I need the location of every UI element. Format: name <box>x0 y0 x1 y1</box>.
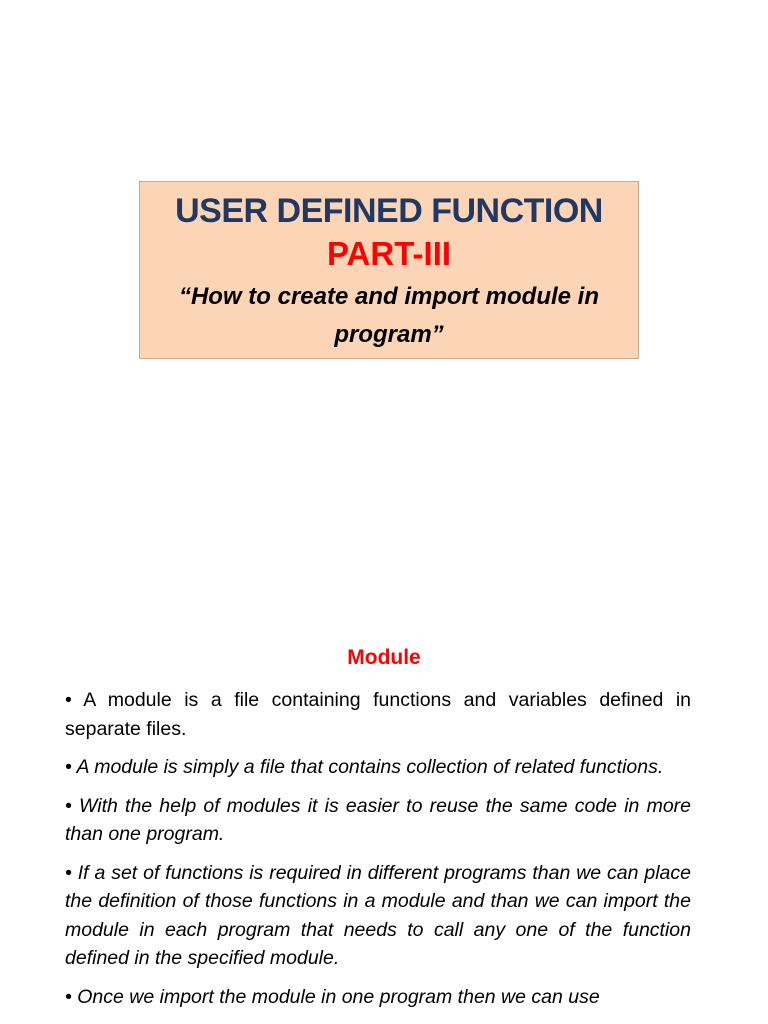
slide-part-label: PART-III <box>326 235 452 272</box>
title-box <box>139 181 639 359</box>
bullet-item: • Once we import the module in one program then we can use <box>65 985 600 1008</box>
slide-subtitle: “How to create and import module in program” <box>178 283 600 348</box>
bullet-item: • A module is a file containing functions and variables defined in separate files. <box>65 689 691 740</box>
bullet-item: • If a set of functions is required in different programs than we can place the definition of those functions in a module and than we can import the module in each program that needs to call any one of the function defined in the specified module. <box>65 861 691 969</box>
module-slide <box>0 600 768 1024</box>
bullet-list <box>65 686 691 1021</box>
slide-title: USER DEFINED FUNCTION <box>175 192 603 230</box>
module-heading: Module <box>347 646 421 669</box>
bullet-item: • A module is simply a file that contains collection of related functions. <box>65 756 664 778</box>
bullet-item: • With the help of modules it is easier to reuse the same code in more than one program. <box>65 794 691 845</box>
